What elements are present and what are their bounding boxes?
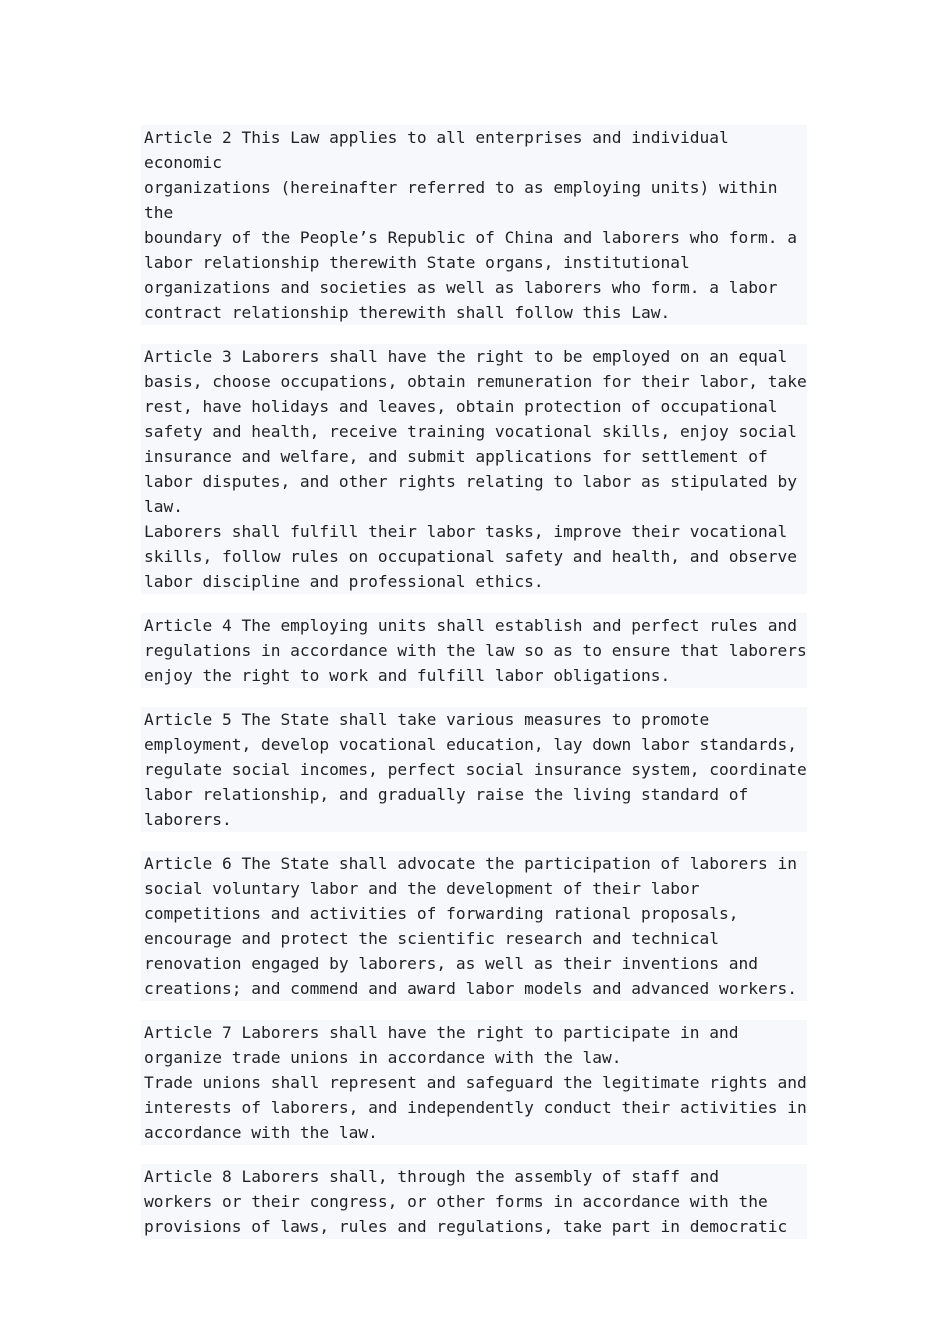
article-3: [141, 344, 807, 594]
article-8: [141, 1164, 807, 1239]
article-2: [141, 125, 807, 325]
article-6: [141, 851, 807, 1001]
article-paragraph: Article 2 This Law applies to all enterprises and individual economic organizations (hereinafter referred to as employing units) within the boundary of the People’s Republic of China and laborers who form. a labor relationship therewith State organs, institutional organizations and societies as well as laborers who form. a labor contract relationship therewith shall follow this Law.: [144, 128, 797, 322]
article-paragraph: Article 6 The State shall advocate the participation of laborers in social voluntary labor and the development of their labor competitions and activities of forwarding rational proposals, encourage and protect the scientific research and technical renovation engaged by laborers, as well as their inventions and creations; and commend and award labor models and advanced workers.: [144, 854, 797, 998]
article-paragraph: Laborers shall fulfill their labor tasks, improve their vocational skills, follow rules on occupational safety and health, and observe labor discipline and professional ethics.: [144, 522, 797, 591]
document-body: [141, 125, 807, 1236]
article-4: [141, 613, 807, 688]
article-paragraph: Article 5 The State shall take various measures to promote employment, develop vocational education, lay down labor standards, regulate social incomes, perfect social insurance system, coordinate labor relationship, and gradually raise the living standard of laborers.: [144, 710, 807, 829]
article-7: [141, 1020, 807, 1145]
article-paragraph: Article 3 Laborers shall have the right to be employed on an equal basis, choose occupations, obtain remuneration for their labor, take rest, have holidays and leaves, obtain protection of occupational safety and health, receive training vocational skills, enjoy social insurance and welfare, and submit applications for settlement of labor disputes, and other rights relating to labor as stipulated by law.: [144, 347, 807, 516]
article-paragraph: Trade unions shall represent and safeguard the legitimate rights and interests of laborers, and independently conduct their activities in accordance with the law.: [144, 1073, 807, 1142]
article-paragraph: Article 8 Laborers shall, through the assembly of staff and workers or their congress, or other forms in accordance with the provisions of laws, rules and regulations, take part in democratic: [144, 1167, 788, 1236]
article-paragraph: Article 4 The employing units shall establish and perfect rules and regulations in accordance with the law so as to ensure that laborers enjoy the right to work and fulfill labor obligations.: [144, 616, 807, 685]
article-paragraph: Article 7 Laborers shall have the right to participate in and organize trade unions in accordance with the law.: [144, 1023, 739, 1067]
article-5: [141, 707, 807, 832]
